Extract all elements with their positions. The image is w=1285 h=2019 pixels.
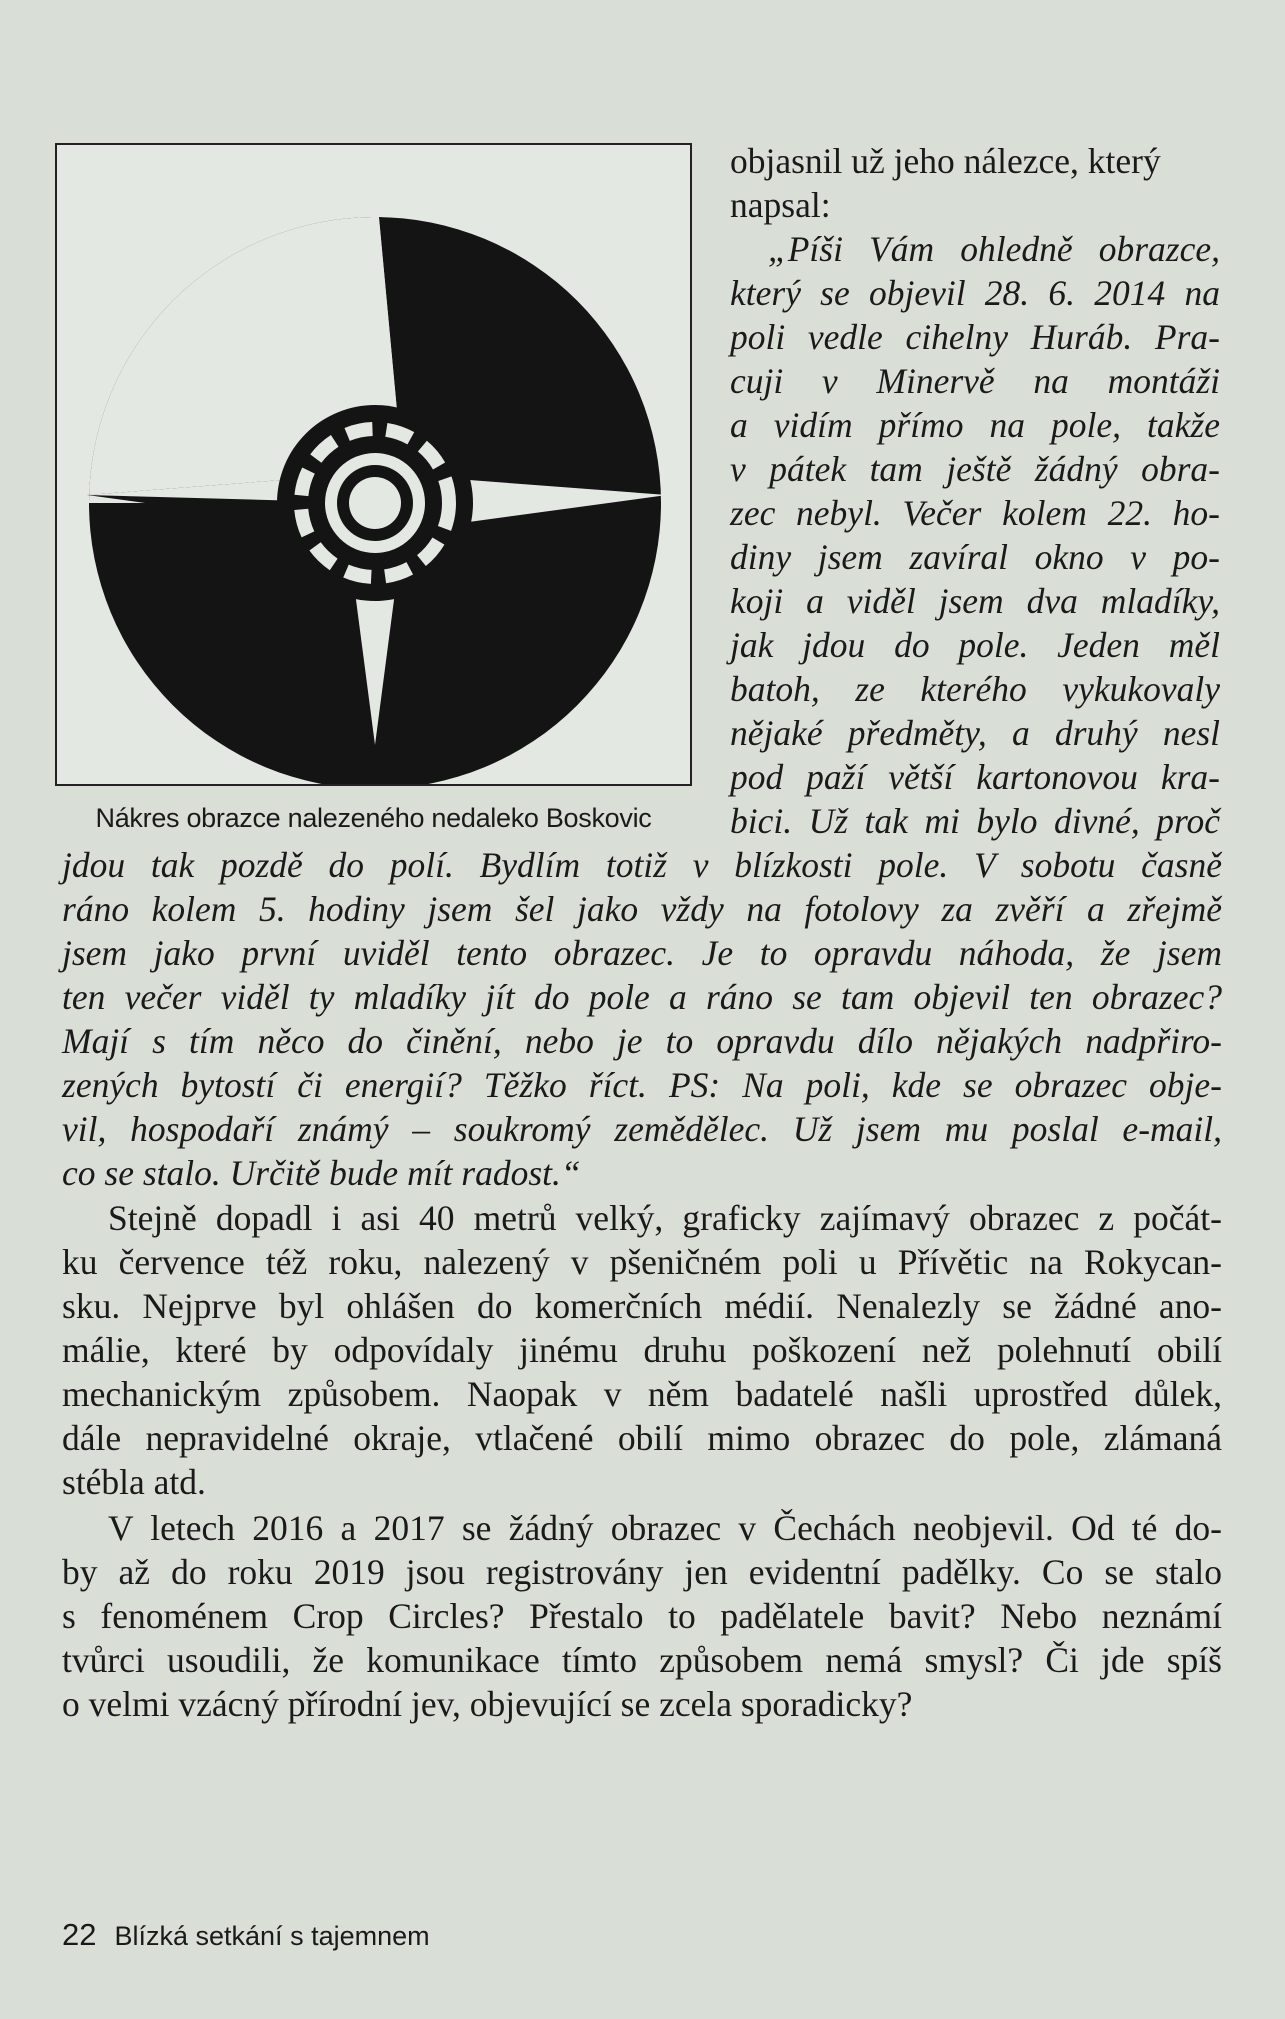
- right-line-8: v pátek tam ještě žádný obra-: [730, 449, 1220, 489]
- quote-line-6: zených bytostí či energií? Těžko říct. PS: Na poli, kde se obrazec obje-: [62, 1065, 1222, 1105]
- right-line-15: pod paží větší kartonovou kra-: [730, 757, 1220, 797]
- quote-line-1: jdou tak pozdě do polí. Bydlím totiž v blízkosti pole. V sobotu časně: [62, 845, 1222, 885]
- para2-line-2: by až do roku 2019 jsou registrovány jen evidentní padělky. Co se stalo: [62, 1552, 1222, 1592]
- para2-line-3: s fenoménem Crop Circles? Přestalo to padělatele bavit? Nebo neznámí: [62, 1596, 1222, 1636]
- quote-line-5: Mají s tím něco do činění, nebo je to opravdu dílo nějakých nadpřiro-: [62, 1021, 1222, 1061]
- right-line-1: objasnil už jeho nálezce, který: [730, 141, 1161, 181]
- right-line-3: „Píši Vám ohledně obrazce,: [768, 229, 1220, 269]
- para1-line-2: ku července též roku, nalezený v pšeničném poli u Přívětic na Rokycan-: [62, 1242, 1222, 1282]
- right-line-12: jak jdou do pole. Jeden měl: [730, 625, 1220, 665]
- right-line-4: který se objevil 28. 6. 2014 na: [730, 273, 1220, 313]
- para2-line-5: o velmi vzácný přírodní jev, objevující se zcela sporadicky?: [62, 1684, 913, 1724]
- para2-line-4: tvůrci usoudili, že komunikace tímto způsobem nemá smysl? Či jde spíš: [62, 1640, 1222, 1680]
- right-line-5: poli vedle cihelny Huráb. Pra-: [730, 317, 1220, 357]
- quote-line-4: ten večer viděl ty mladíky jít do pole a ráno se tam objevil ten obrazec?: [62, 977, 1222, 1017]
- quote-line-7: vil, hospodaří známý – soukromý zemědělec. Už jsem mu poslal e-mail,: [62, 1109, 1222, 1149]
- right-line-10: diny jsem zavíral okno v po-: [730, 537, 1220, 577]
- figure-caption: Nákres obrazce nalezeného nedaleko Boskovic: [95, 803, 652, 833]
- right-line-14: nějaké předměty, a druhý nesl: [730, 713, 1220, 753]
- para1-line-6: dále nepravidelné okraje, vtlačené obilí mimo obrazec do pole, zlámaná: [62, 1418, 1222, 1458]
- right-line-6: cuji v Minervě na montáži: [730, 361, 1220, 401]
- right-line-7: a vidím přímo na pole, takže: [730, 405, 1220, 445]
- quote-line-8: co se stalo. Určitě bude mít radost.“: [62, 1153, 581, 1193]
- running-title: Blízká setkání s tajemnem: [114, 1921, 430, 1951]
- para1-line-4: málie, které by odpovídaly jinému druhu poškození než polehnutí obilí: [62, 1330, 1222, 1370]
- quote-line-3: jsem jako první uviděl tento obrazec. Je to opravdu náhoda, že jsem: [62, 933, 1222, 973]
- right-line-9: zec nebyl. Večer kolem 22. ho-: [730, 493, 1220, 533]
- right-line-11: koji a viděl jsem dva mladíky,: [730, 581, 1220, 621]
- quote-line-2: ráno kolem 5. hodiny jsem šel jako vždy na fotolovy za zvěří a zřejmě: [62, 889, 1222, 929]
- para1-line-7: stébla atd.: [62, 1462, 206, 1502]
- figure-frame: [55, 143, 692, 786]
- right-line-13: batoh, ze kterého vykukovaly: [730, 669, 1220, 709]
- right-line-2: napsal:: [730, 185, 831, 225]
- crop-circle-compass-diagram-icon: [57, 145, 690, 784]
- page-footer: [62, 1917, 430, 1953]
- para1-line-1: Stejně dopadl i asi 40 metrů velký, graficky zajímavý obrazec z počát-: [108, 1198, 1222, 1238]
- para1-line-5: mechanickým způsobem. Naopak v něm badatelé našli uprostřed důlek,: [62, 1374, 1222, 1414]
- page-number: 22: [62, 1917, 97, 1952]
- right-line-16: bici. Už tak mi bylo divné, proč: [730, 801, 1220, 841]
- para1-line-3: sku. Nejprve byl ohlášen do komerčních médií. Nenalezly se žádné ano-: [62, 1286, 1222, 1326]
- para2-line-1: V letech 2016 a 2017 se žádný obrazec v Čechách neobjevil. Od té do-: [108, 1508, 1222, 1548]
